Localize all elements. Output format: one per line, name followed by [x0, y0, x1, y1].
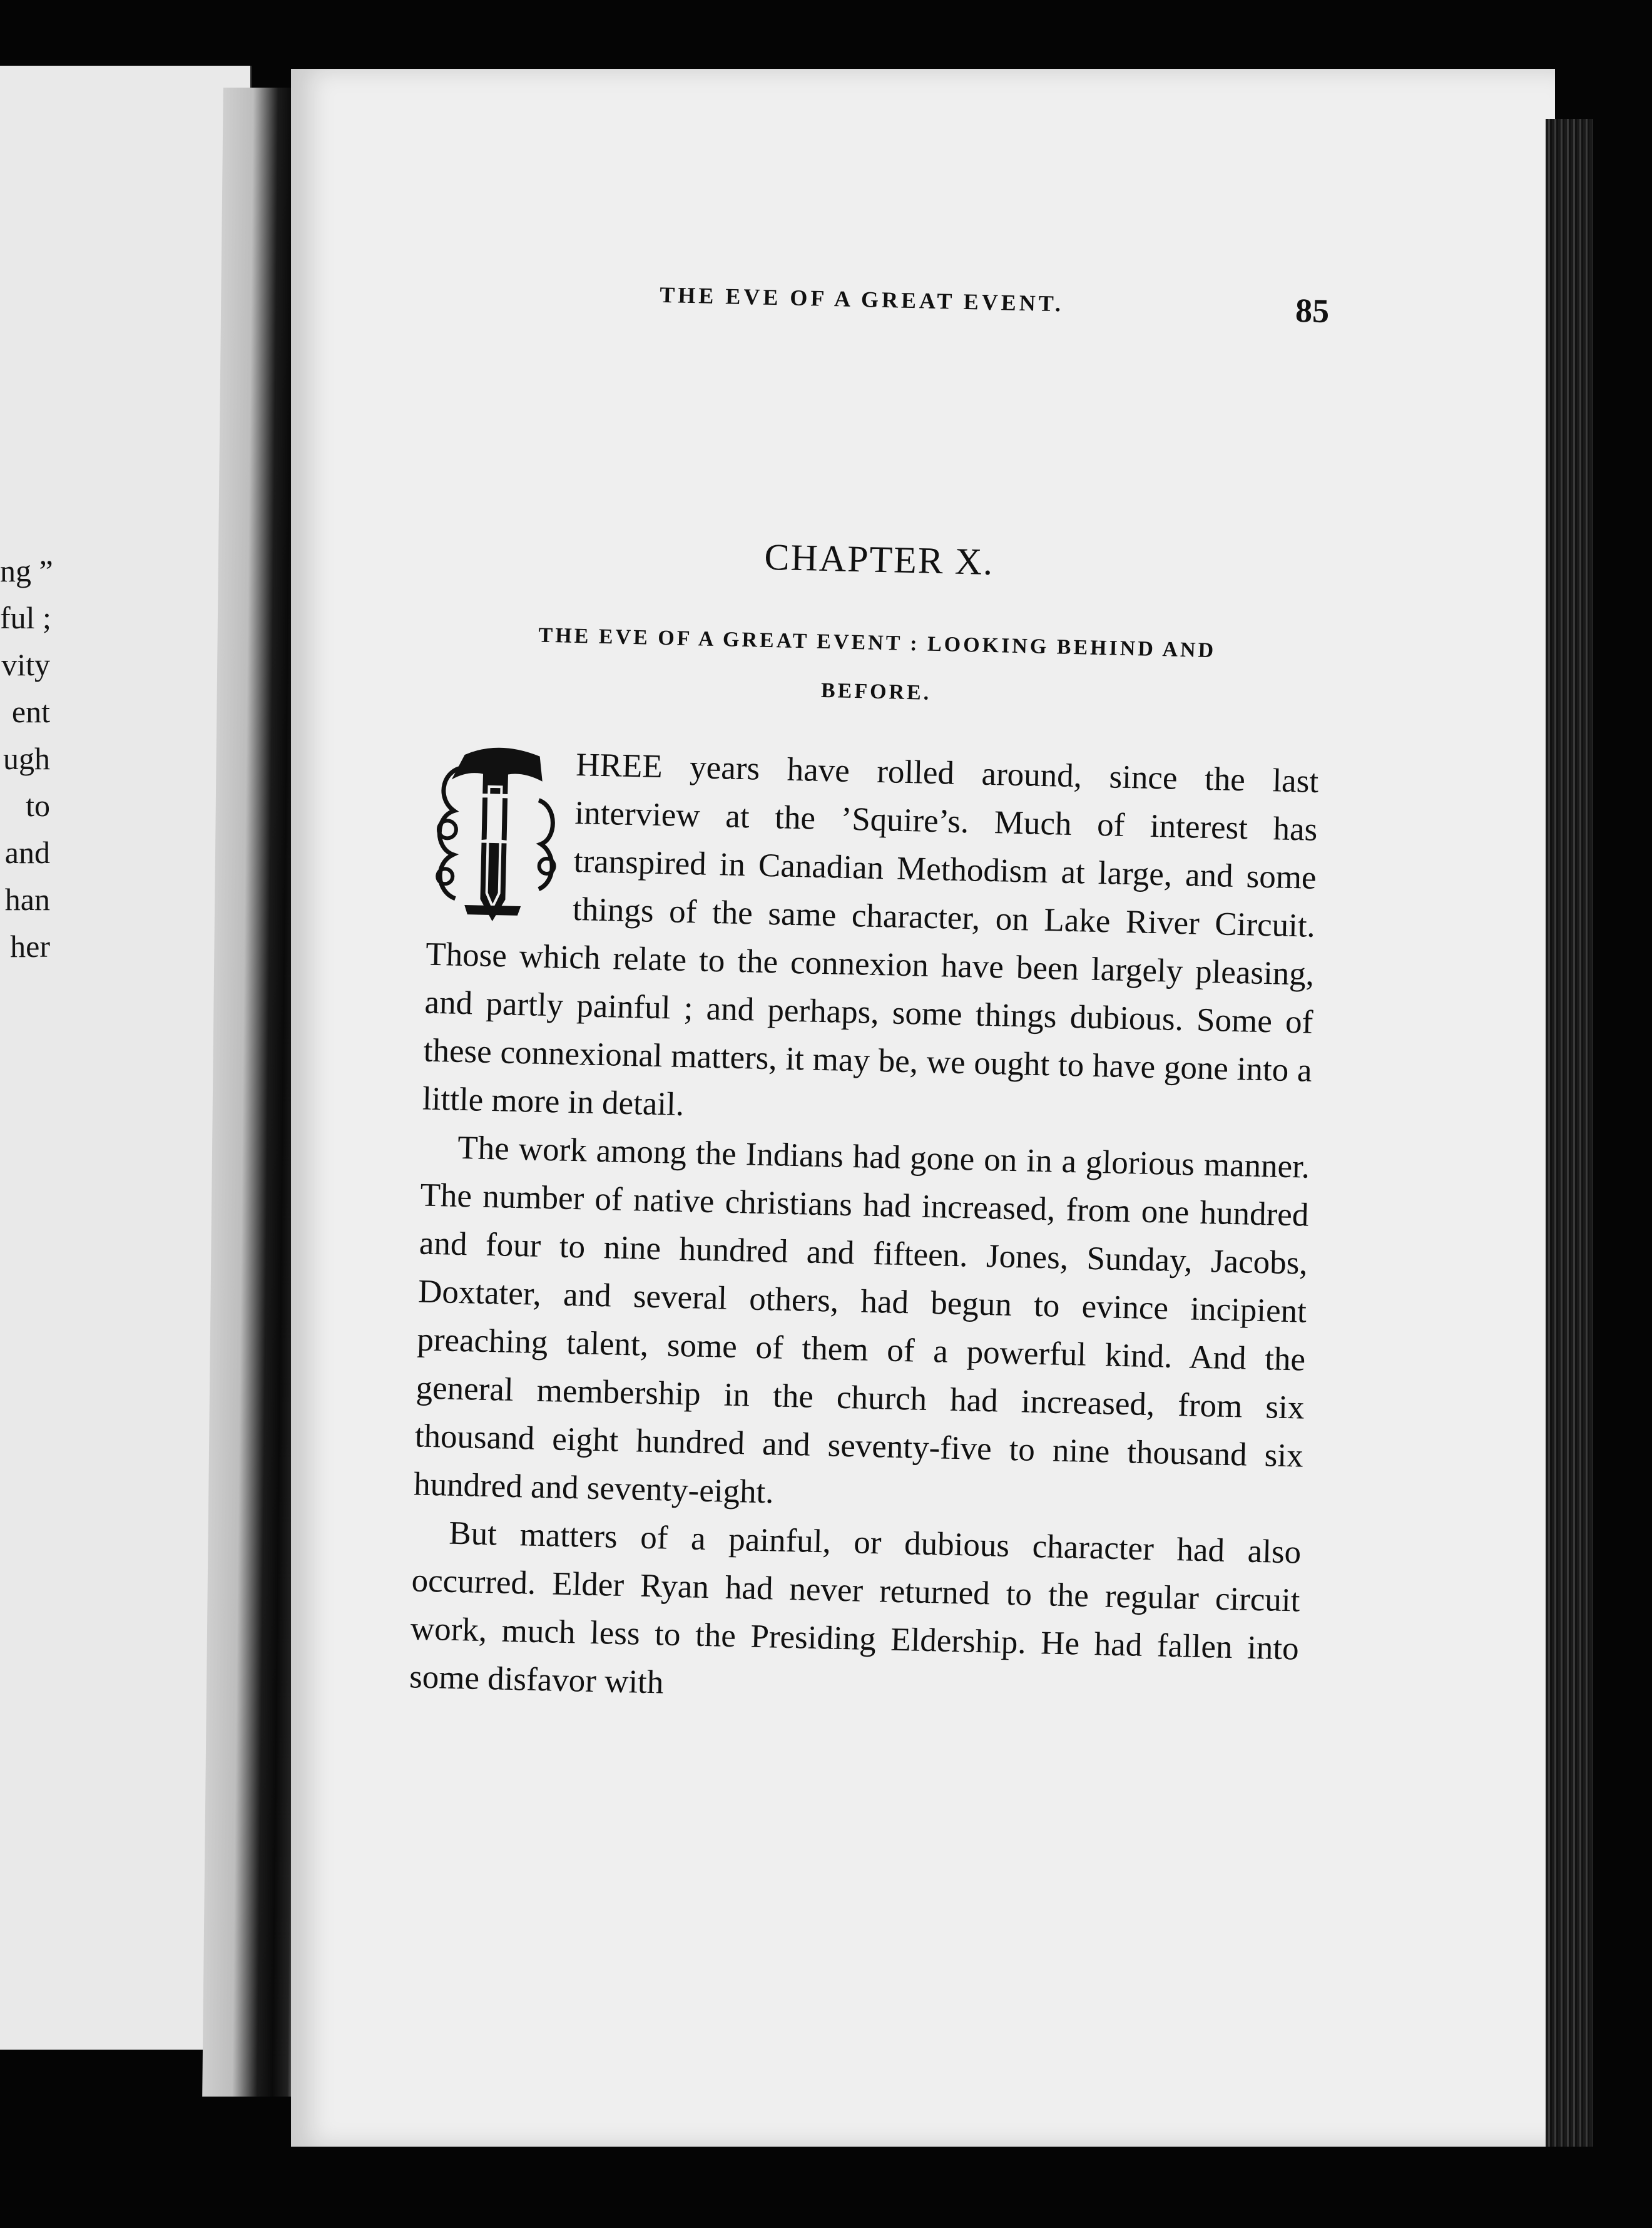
line-fragment: and: [4, 835, 50, 870]
line-fragment: ful ;: [0, 600, 51, 635]
paragraph: The work among the Indians had gone on in a glorious manner. The number of native christians had increased, from one hundred and four to nine hundred and fifteen. Jones, Sunday, Jacobs, Doxtater, and several others, had begun to evince incipient preaching talent, some of them of a powerful kind. And the general membership in the church had increased, from six thousand eight hundred and seventy-five to nine thousand six hundred and seventy-eight.: [413, 1129, 1310, 1511]
chapter-subtitle: [431, 609, 1322, 727]
previous-page-line-ends: [0, 548, 53, 970]
line-fragment: ugh: [3, 741, 50, 776]
line-fragment: to: [26, 788, 50, 823]
paragraph: HREE years have rolled around, since the last interview at the ’Squire’s. Much of interest has transpired in Canadian Methodism at large, and some things of the same character, on Lake River Circuit. Those which relate to the connexion have been largely pleasing, and partly painful ; and perhaps, some things dubious. Some of these connexional matters, it may be, we ought to have gone into a little more in detail.: [422, 746, 1319, 1123]
running-title: THE EVE OF A GREAT EVENT.: [659, 282, 1064, 317]
ornamental-dropcap-icon: [426, 742, 565, 933]
line-fragment: ent: [11, 694, 50, 729]
chapter-body: [409, 738, 1319, 1722]
line-fragment: ng ”: [0, 553, 53, 588]
line-fragment: han: [4, 882, 50, 917]
line-fragment: vity: [1, 647, 50, 682]
page-stack-edge: [1546, 119, 1593, 2147]
chapter-subtitle-line: THE EVE OF A GREAT EVENT : LOOKING BEHIND AND: [538, 623, 1216, 663]
chapter-title: CHAPTER X.: [763, 536, 994, 583]
page-number: 85: [1295, 291, 1330, 330]
page-content: [409, 272, 1329, 1722]
running-head: [440, 272, 1329, 342]
dropcap-letter: T: [468, 775, 521, 860]
current-page: [291, 69, 1555, 2147]
paragraph: But matters of a painful, or dubious character had also occurred. Elder Ryan had never returned to the regular circuit work, much less to the Presiding Eldership. He had fallen into some disfavor with: [409, 1515, 1302, 1701]
chapter-subtitle-line: BEFORE.: [820, 678, 932, 705]
line-fragment: her: [10, 929, 50, 964]
